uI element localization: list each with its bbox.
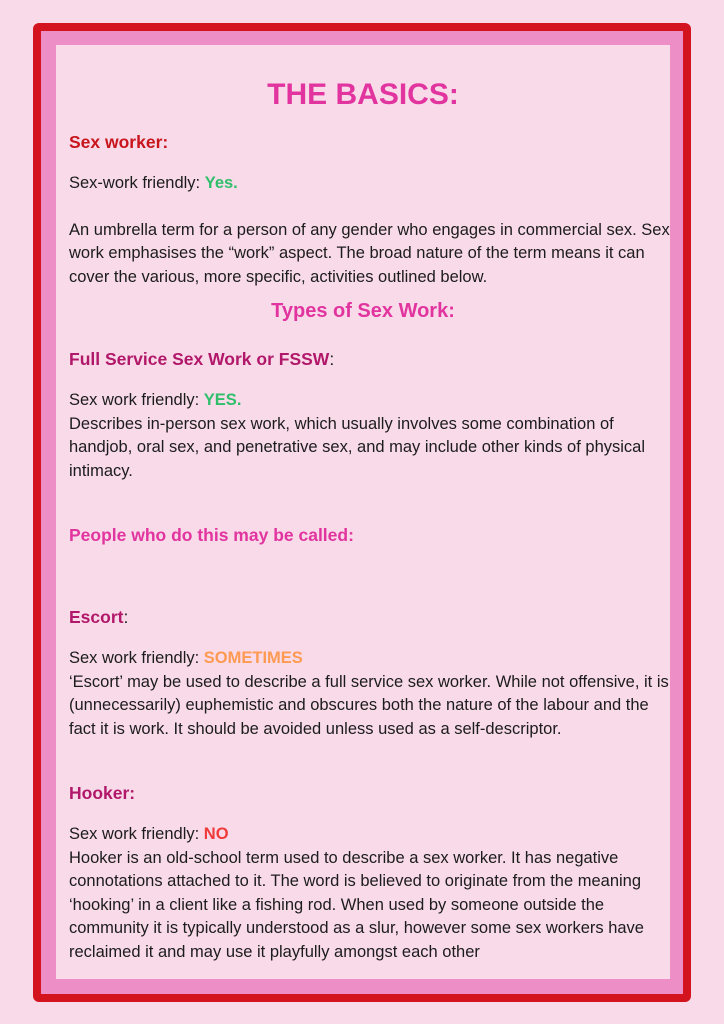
term-fssw <box>69 348 670 372</box>
description-sex-worker: An umbrella term for a person of any gender who engages in commercial sex. Sex work emphasises the “work” aspect. The broad nature of the term means it can cover the various, more specific, activities outlined below. <box>69 220 670 286</box>
spacer <box>69 483 670 507</box>
term-escort-label: Escort <box>69 607 124 627</box>
outer-red-border <box>33 23 691 1002</box>
term-colon: : <box>123 607 129 627</box>
spacer <box>69 741 670 765</box>
friendly-value-yes: Yes. <box>204 173 238 192</box>
term-fssw-label: Full Service Sex Work or FSSW <box>69 349 330 369</box>
friendly-label: Sex work friendly: <box>69 649 204 667</box>
friendly-label: Sex work friendly: <box>69 391 204 409</box>
term-colon: : <box>329 349 335 369</box>
term-sex-worker: Sex worker: <box>69 131 169 152</box>
description-escort: ‘Escort’ may be used to describe a full service sex worker. While not offensive, it is (unnecessarily) euphemistic and obscures both the nature of the labour and the fact it is work. It should be avoided unless used as a self-descriptor. <box>69 672 669 738</box>
friendly-value-sometimes: SOMETIMES <box>203 649 303 667</box>
spacer <box>69 565 670 589</box>
friendly-label: Sex work friendly: <box>69 825 204 843</box>
friendly-value-no: NO <box>203 825 229 843</box>
friendly-label: Sex-work friendly: <box>69 173 205 192</box>
description-fssw: Describes in-person sex work, which usually involves some combination of handjob, oral sex, and penetrative sex, and may include other kinds of physical intimacy. <box>69 414 646 480</box>
friendly-rating-hooker <box>69 823 670 847</box>
section-fssw <box>69 348 670 483</box>
section-escort <box>69 606 670 741</box>
page-content <box>56 45 670 979</box>
friendly-rating-sex-worker <box>69 172 670 196</box>
description-hooker: Hooker is an old-school term used to describe a sex worker. It has negative connotations attached to it. The word is believed to originate from the meaning ‘hooking’ in a client like a fishing rod. When used by someone outside the community it is typically understood as a slur, however some sex workers have reclaimed it and may use it playfully amongst each other <box>69 848 644 961</box>
friendly-rating-fssw <box>69 389 670 413</box>
term-hooker: Hooker: <box>69 783 136 803</box>
callout-people-called: People who do this may be called: <box>69 525 354 545</box>
page-title: THE BASICS: <box>267 78 459 111</box>
spacer <box>69 195 670 219</box>
section-heading-types: Types of Sex Work: <box>271 300 455 322</box>
term-escort <box>69 606 670 630</box>
section-sex-worker <box>69 131 670 290</box>
section-hooker <box>69 782 670 964</box>
friendly-value-yes: YES. <box>203 391 242 409</box>
inner-pink-border <box>41 31 683 994</box>
friendly-rating-escort <box>69 647 670 671</box>
